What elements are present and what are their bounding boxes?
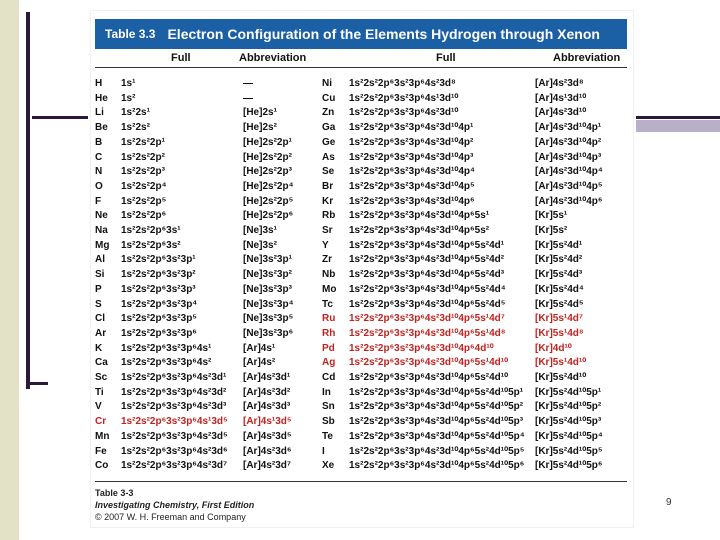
table-row — [95, 312, 627, 327]
full-config: 1s² — [121, 92, 136, 104]
abbreviated-config: [Kr]5s²4d¹⁰5p⁴ — [535, 430, 603, 442]
table-row — [95, 342, 627, 357]
table-row — [95, 445, 627, 460]
full-config: 1s²2s²2p⁶3s²3p² — [121, 269, 196, 281]
slide-accent-line-left — [32, 116, 88, 119]
element-symbol: Br — [322, 180, 334, 192]
slide-accent-foot — [26, 382, 48, 385]
table-row — [95, 356, 627, 371]
full-config: 1s²2s²2p⁶3s²3p⁶4s²3d¹ — [121, 372, 227, 384]
full-config: 1s²2s²2p⁶3s²3p⁴ — [121, 298, 198, 310]
element-symbol: Na — [95, 225, 108, 237]
full-config: 1s²2s²2p⁶3s²3p⁶4s²3d⁵ — [121, 430, 228, 442]
element-symbol: Ti — [95, 386, 104, 398]
table-row — [95, 77, 627, 92]
element-symbol: N — [95, 166, 103, 178]
full-config: 1s²2s²2p⁶3s²3p⁶4s²3d¹⁰4p⁶5s²4d¹⁰5p⁵ — [349, 445, 525, 457]
abbreviated-config: [Ar]4s²3d¹⁰4p³ — [535, 151, 602, 163]
element-symbol: Mg — [95, 239, 110, 251]
full-config: 1s²2s²2p⁵ — [121, 195, 167, 207]
abbreviated-config: [Ar]4s² — [243, 357, 276, 369]
abbreviated-config: [Kr]5s²4d¹⁰5p¹ — [535, 386, 602, 398]
table-row — [95, 239, 627, 254]
element-symbol: B — [95, 136, 103, 148]
table-row — [95, 327, 627, 342]
abbreviated-config: [Kr]5s¹4d¹⁰ — [535, 357, 587, 369]
header-full-right: Full — [436, 52, 456, 64]
element-symbol: Nb — [322, 269, 336, 281]
element-symbol: Mo — [322, 283, 337, 295]
element-symbol: K — [95, 342, 103, 354]
full-config: 1s²2s²2p⁶3s²3p⁶4s¹3d¹⁰ — [349, 92, 459, 104]
table-row — [95, 209, 627, 224]
element-symbol: Rh — [322, 327, 336, 339]
full-config: 1s²2s²2p⁶3s²3p⁶4s²3d¹⁰4p⁶5s²4d¹⁰5p⁶ — [349, 460, 525, 472]
table-row — [95, 430, 627, 445]
element-symbol: P — [95, 283, 102, 295]
element-symbol: Ge — [322, 136, 336, 148]
element-symbol: Y — [322, 239, 329, 251]
full-config: 1s²2s²2p⁶3s²3p⁶4s²3d¹⁰4p³ — [349, 151, 474, 163]
element-symbol: Cl — [95, 313, 105, 325]
caption-copyright: © 2007 W. H. Freeman and Company — [95, 512, 246, 522]
table-row — [95, 121, 627, 136]
full-config: 1s²2s²2p⁶3s²3p⁶4s²3d¹⁰4p⁶5s¹4d⁸ — [349, 327, 506, 339]
full-config: 1s²2s²2p⁶3s²3p⁶4s²3d³ — [121, 401, 227, 413]
caption-table-number: Table 3-3 — [95, 488, 134, 498]
element-symbol: Ca — [95, 357, 108, 369]
abbreviated-config: [Ar]4s¹3d⁵ — [243, 416, 292, 428]
element-symbol: Kr — [322, 195, 334, 207]
table-row — [95, 283, 627, 298]
abbreviated-config: [Ne]3s²3p² — [243, 269, 292, 281]
table-title: Electron Configuration of the Elements Hydrogen through Xenon — [167, 26, 600, 42]
full-config: 1s²2s²2p⁶3s²3p⁶4s²3d⁸ — [349, 78, 456, 89]
full-config: 1s²2s²2p⁶3s²3p⁶4s²3d¹⁰ — [349, 107, 459, 119]
element-symbol: Zn — [322, 107, 335, 119]
full-config: 1s²2s²2p⁶3s²3p⁶4s²3d¹⁰4p⁶5s²4d¹⁰5p¹ — [349, 386, 524, 398]
abbreviated-config: [Ne]3s¹ — [243, 225, 277, 237]
abbreviated-config: [Ar]4s²3d⁵ — [243, 430, 292, 442]
full-config: 1s²2s²2p⁶3s²3p⁶4s²3d² — [121, 386, 227, 398]
abbreviated-config: [Kr]5s²4d³ — [535, 269, 583, 281]
full-config: 1s²2s²2p⁶3s²3p⁶4s²3d¹⁰4p⁶5s²4d¹ — [349, 239, 505, 251]
element-symbol: Ni — [322, 78, 332, 89]
element-symbol: Te — [322, 430, 333, 442]
element-symbol: Co — [95, 460, 109, 472]
abbreviated-config: [Ar]4s²3d¹⁰4p² — [535, 136, 602, 148]
abbreviated-config: [Ar]4s²3d¹⁰ — [535, 107, 587, 119]
full-config: 1s²2s²2p⁶3s²3p⁶4s²3d¹⁰4p⁶5s²4d² — [349, 254, 505, 266]
full-config: 1s²2s²2p⁶3s²3p³ — [121, 283, 196, 295]
abbreviated-config: [He]2s²2p² — [243, 151, 292, 163]
full-config: 1s²2s²2p⁶3s² — [121, 239, 181, 251]
abbreviated-config: [Ne]3s² — [243, 239, 277, 251]
full-config: 1s²2s²2p⁶3s²3p⁶4s¹ — [121, 342, 212, 354]
slide-accent-line-right — [636, 116, 720, 119]
element-symbol: Sb — [322, 416, 335, 428]
full-config: 1s²2s²2p⁶3s²3p⁶4s²3d¹⁰4p⁶5s²4d³ — [349, 269, 505, 281]
element-symbol: Xe — [322, 460, 335, 472]
header-rule — [95, 67, 627, 68]
abbreviated-config: [Ne]3s²3p⁵ — [243, 313, 294, 325]
element-symbol: In — [322, 386, 331, 398]
element-symbol: Tc — [322, 298, 333, 310]
element-symbol: I — [322, 445, 325, 457]
abbreviated-config: [Ar]4s²3d¹⁰4p⁵ — [535, 180, 603, 192]
element-symbol: O — [95, 180, 103, 192]
table-title-bar — [95, 19, 627, 49]
element-symbol: Pd — [322, 342, 335, 354]
full-config: 1s²2s²2p⁶3s²3p⁶4s²3d¹⁰4p⁴ — [349, 166, 475, 178]
full-config: 1s²2s²2p² — [121, 151, 165, 163]
element-symbol: F — [95, 195, 102, 207]
element-symbol: Ne — [95, 210, 108, 222]
abbreviated-config: [Ar]4s²3d⁶ — [243, 445, 292, 457]
abbreviated-config: [He]2s²2p⁴ — [243, 180, 294, 192]
element-symbol: He — [95, 92, 108, 104]
element-symbol: C — [95, 151, 103, 163]
element-symbol: Sn — [322, 401, 335, 413]
element-symbol: Ru — [322, 313, 336, 325]
full-config: 1s²2s²2p⁶3s²3p⁶4s²3d¹⁰4p⁶5s²4d¹⁰5p⁴ — [349, 430, 525, 442]
element-symbol: Ga — [322, 122, 336, 134]
element-symbol: Cd — [322, 372, 336, 384]
abbreviated-config: [Kr]5s¹4d⁸ — [535, 327, 584, 339]
table-row — [95, 151, 627, 166]
element-symbol: Be — [95, 122, 108, 134]
abbreviated-config: [Ar]4s²3d¹ — [243, 372, 291, 384]
full-config: 1s²2s²2p⁶3s²3p⁶4s²3d¹⁰4p⁶5s²4d¹⁰5p² — [349, 401, 524, 413]
abbreviated-config: [Ar]4s²3d¹⁰4p¹ — [535, 122, 602, 134]
element-symbol: Se — [322, 166, 335, 178]
full-config: 1s²2s²2p⁶3s²3p⁶4s²3d¹⁰4p⁶5s²4d¹⁰5p³ — [349, 416, 524, 428]
abbreviated-config: [Ar]4s¹3d¹⁰ — [535, 92, 587, 104]
table-row — [95, 298, 627, 313]
abbreviated-config: [He]2s²2p¹ — [243, 136, 292, 148]
element-symbol: Mn — [95, 430, 110, 442]
table-row — [95, 400, 627, 415]
abbreviated-config: [Kr]5s²4d¹⁰ — [535, 372, 587, 384]
abbreviated-config: [Kr]5s²4d¹⁰5p⁶ — [535, 460, 603, 472]
abbreviated-config: [Ar]4s²3d¹⁰4p⁴ — [535, 166, 603, 178]
full-config: 1s²2s²2p³ — [121, 166, 165, 178]
slide-sidebar — [0, 0, 19, 540]
abbreviated-config: [Kr]5s²4d¹⁰5p⁵ — [535, 445, 603, 457]
element-symbol: Zr — [322, 254, 332, 266]
abbreviated-config: [Ar]4s²3d⁷ — [243, 460, 292, 472]
abbreviated-config: [Ar]4s²3d² — [243, 386, 291, 398]
full-config: 1s²2s²2p⁶3s²3p⁶4s²3d¹⁰4p⁶5s¹ — [349, 210, 490, 222]
abbreviated-config: [Kr]5s¹ — [535, 210, 568, 222]
abbreviated-config: [Ne]3s²3p⁴ — [243, 298, 294, 310]
full-config: 1s²2s²2p⁶3s²3p¹ — [121, 254, 196, 266]
abbreviated-config: [He]2s²2p³ — [243, 166, 292, 178]
abbreviated-config: [Kr]5s²4d⁵ — [535, 298, 584, 310]
full-config: 1s²2s²2p⁶ — [121, 210, 167, 222]
full-config: 1s²2s²2p⁶3s²3p⁶4s²3d¹⁰4p⁶ — [349, 195, 475, 207]
element-symbol: Si — [95, 269, 105, 281]
table-row — [95, 92, 627, 107]
element-symbol: Sr — [322, 225, 333, 237]
abbreviated-config: [He]2s¹ — [243, 107, 277, 119]
slide-accent-band-right — [636, 120, 720, 132]
element-symbol: As — [322, 151, 335, 163]
element-symbol: Rb — [322, 210, 336, 222]
element-symbol: Ar — [95, 327, 107, 339]
abbreviated-config: [He]2s² — [243, 122, 277, 134]
abbreviated-config: [Ar]4s¹ — [243, 342, 276, 354]
element-symbol: Sc — [95, 372, 108, 384]
table-row — [95, 165, 627, 180]
element-symbol: Ag — [322, 357, 336, 369]
header-abbr-left: Abbreviation — [239, 52, 307, 64]
element-symbol: H — [95, 78, 103, 89]
full-config: 1s²2s²2p⁶3s²3p⁶4s²3d¹⁰4p¹ — [349, 122, 474, 134]
full-config: 1s²2s²2p⁶3s²3p⁶4s²3d¹⁰4p⁶5s¹4d¹⁰ — [349, 357, 509, 369]
table-row — [95, 253, 627, 268]
table-row — [95, 268, 627, 283]
table-row — [95, 136, 627, 151]
abbreviated-config: [Kr]5s²4d¹ — [535, 239, 583, 251]
element-symbol: S — [95, 298, 102, 310]
table-row — [95, 106, 627, 121]
full-config: 1s²2s²2p⁶3s²3p⁶4s²3d⁷ — [121, 460, 228, 472]
abbreviated-config: [He]2s²2p⁶ — [243, 210, 294, 222]
full-config: 1s²2s²2p⁶3s²3p⁶4s¹3d⁵ — [121, 416, 228, 428]
table-row — [95, 386, 627, 401]
abbreviated-config: [Ne]3s²3p³ — [243, 283, 292, 295]
abbreviated-config: [Ar]4s²3d³ — [243, 401, 291, 413]
electron-config-table — [95, 77, 627, 474]
full-config: 1s¹ — [121, 78, 136, 89]
full-config: 1s²2s¹ — [121, 107, 150, 119]
full-config: 1s²2s² — [121, 122, 150, 134]
full-config: 1s²2s²2p⁶3s²3p⁶4s²3d¹⁰4p⁶5s¹4d⁷ — [349, 313, 505, 325]
full-config: 1s²2s²2p⁶3s²3p⁶4s²3d¹⁰4p⁶5s²4d⁵ — [349, 298, 506, 310]
full-config: 1s²2s²2p¹ — [121, 136, 165, 148]
abbreviated-config: [Kr]5s¹4d⁷ — [535, 313, 584, 325]
abbreviated-config: [Ar]4s²3d⁸ — [535, 78, 584, 89]
full-config: 1s²2s²2p⁶3s¹ — [121, 225, 181, 237]
abbreviated-config: [Ne]3s²3p¹ — [243, 254, 292, 266]
footer-rule — [95, 481, 627, 482]
header-abbr-right: Abbreviation — [553, 52, 621, 64]
full-config: 1s²2s²2p⁶3s²3p⁶4s²3d¹⁰4p⁶5s²4d¹⁰ — [349, 372, 509, 384]
abbreviated-config: [Ne]3s²3p⁶ — [243, 327, 294, 339]
full-config: 1s²2s²2p⁶3s²3p⁶4s²3d¹⁰4p² — [349, 136, 474, 148]
element-symbol: Cu — [322, 92, 336, 104]
table-row — [95, 224, 627, 239]
abbreviated-config: [Kr]5s² — [535, 225, 568, 237]
element-symbol: Li — [95, 107, 104, 119]
abbreviated-config: — — [243, 92, 253, 104]
element-symbol: Cr — [95, 416, 107, 428]
caption-book-title: Investigating Chemistry, First Edition — [95, 500, 255, 510]
table-tag: Table 3.3 — [99, 25, 161, 43]
full-config: 1s²2s²2p⁶3s²3p⁶4s² — [121, 357, 212, 369]
slide-vertical-accent — [26, 12, 38, 389]
abbreviated-config: [Kr]5s²4d¹⁰5p³ — [535, 416, 602, 428]
table-figure — [91, 11, 633, 527]
full-config: 1s²2s²2p⁶3s²3p⁵ — [121, 313, 198, 325]
element-symbol: Al — [95, 254, 105, 266]
element-symbol: V — [95, 401, 102, 413]
table-row — [95, 459, 627, 474]
page-number: 9 — [666, 497, 672, 508]
abbreviated-config: [Ar]4s²3d¹⁰4p⁶ — [535, 195, 603, 207]
abbreviated-config: [Kr]5s²4d⁴ — [535, 283, 584, 295]
header-full-left: Full — [171, 52, 191, 64]
full-config: 1s²2s²2p⁴ — [121, 180, 167, 192]
abbreviated-config: [Kr]5s²4d² — [535, 254, 583, 266]
full-config: 1s²2s²2p⁶3s²3p⁶4s²3d¹⁰4p⁵ — [349, 180, 475, 192]
table-row — [95, 180, 627, 195]
abbreviated-config: — — [243, 78, 253, 89]
full-config: 1s²2s²2p⁶3s²3p⁶4s²3d¹⁰4p⁶5s² — [349, 225, 490, 237]
full-config: 1s²2s²2p⁶3s²3p⁶4s²3d¹⁰4p⁶4d¹⁰ — [349, 342, 494, 354]
abbreviated-config: [Kr]4d¹⁰ — [535, 342, 572, 354]
full-config: 1s²2s²2p⁶3s²3p⁶4s²3d⁶ — [121, 445, 228, 457]
full-config: 1s²2s²2p⁶3s²3p⁶ — [121, 327, 197, 339]
table-row — [95, 195, 627, 210]
abbreviated-config: [He]2s²2p⁵ — [243, 195, 294, 207]
element-symbol: Fe — [95, 445, 107, 457]
table-row — [95, 415, 627, 430]
table-row — [95, 371, 627, 386]
full-config: 1s²2s²2p⁶3s²3p⁶4s²3d¹⁰4p⁶5s²4d⁴ — [349, 283, 506, 295]
abbreviated-config: [Kr]5s²4d¹⁰5p² — [535, 401, 602, 413]
